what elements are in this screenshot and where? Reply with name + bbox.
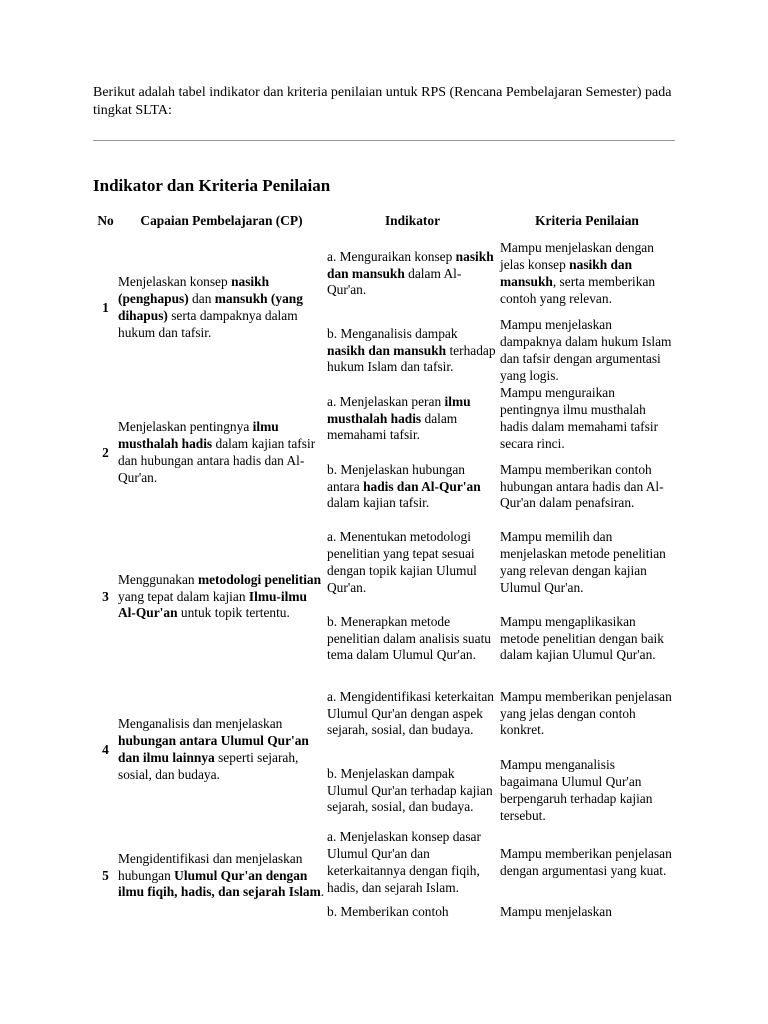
text-run: dalam kajian tafsir dan hubungan antara hadis dan Al-Qur'an. [118, 436, 316, 485]
indikator-cell [326, 317, 499, 385]
kriteria-cell [499, 385, 675, 453]
bold-text: nasikh dan mansukh [327, 248, 494, 281]
row-number: 3 [102, 588, 109, 604]
cp-cell [117, 231, 326, 385]
table-body [94, 231, 675, 925]
bold-text: ilmu musthalah hadis [327, 393, 471, 426]
text-run: b. Menjelaskan dampak Ulumul Qur'an terhadap kajian sejarah, sosial, dan budaya. [327, 765, 493, 815]
text-run: Mengidentifikasi dan menjelaskan hubungan [118, 850, 303, 883]
table-header-row [94, 211, 675, 231]
text-run: b. Menganalisis dampak [327, 325, 458, 341]
text-run: b. Menjelaskan hubungan antara [327, 461, 465, 494]
kriteria-cell [499, 231, 675, 317]
text-run: Menjelaskan pentingnya [118, 419, 253, 435]
kriteria-cell [499, 899, 675, 925]
bold-text: ilmu musthalah hadis [118, 419, 279, 452]
text-run: . [320, 884, 325, 900]
text-run: yang tepat dalam kajian [118, 588, 249, 604]
kriteria-cell [499, 317, 675, 385]
row-number: 5 [102, 867, 109, 883]
bold-text: hadis dan Al-Qur'an [363, 478, 481, 494]
bold-text: hubungan antara Ulumul Qur'an dan ilmu lainnya [118, 733, 309, 765]
text-run: terhadap hukum Islam dan tafsir. [327, 342, 496, 375]
cp-cell [117, 385, 326, 521]
indikator-cell [326, 605, 499, 673]
kriteria-cell [499, 605, 675, 673]
horizontal-rule [93, 140, 675, 141]
bold-text: metodologi penelitian [197, 571, 322, 587]
kriteria-cell [499, 827, 675, 899]
text-run: Mampu memberikan contoh hubungan antara hadis dan Al-Qur'an dalam penafsiran. [500, 461, 664, 511]
text-run: dalam memahami tafsir. [327, 410, 458, 443]
text-run: a. Mengidentifikasi keterkaitan Ulumul Qur'an dengan aspek sejarah, sosial, dan budaya. [327, 688, 494, 738]
table-row [94, 385, 675, 453]
bold-text: Ulumul Qur'an dengan ilmu fiqih, hadis, dan sejarah Islam [118, 867, 321, 900]
text-run: a. Menguraikan konsep [327, 248, 456, 264]
indikator-cell [326, 521, 499, 605]
bold-text: Ilmu-ilmu Al-Qur'an [118, 588, 307, 621]
bold-text: nasikh dan mansukh [500, 257, 633, 289]
header-kriteria: Kriteria Penilaian [535, 212, 639, 228]
text-run: serta dampaknya dalam hukum dan tafsir. [118, 308, 298, 340]
table-row [94, 231, 675, 317]
bold-text: mansukh (yang dihapus) [118, 291, 303, 323]
bold-text: nasikh (penghapus) [118, 274, 270, 307]
kriteria-cell [499, 453, 675, 521]
indikator-cell [326, 385, 499, 453]
text-run: Menjelaskan konsep [118, 274, 232, 290]
text-run: b. Menerapkan metode penelitian dalam analisis suatu tema dalam Ulumul Qur'an. [327, 613, 491, 663]
text-run: Menganalisis dan menjelaskan [118, 716, 283, 732]
text-run: dalam kajian tafsir. [327, 495, 430, 511]
text-run: , serta memberikan contoh yang relevan. [500, 274, 656, 306]
indikator-cell [326, 673, 499, 755]
text-run: Mampu menjelaskan dengan jelas konsep [500, 240, 654, 273]
cp-cell [117, 521, 326, 673]
table-row [94, 673, 675, 755]
text-run: b. Memberikan contoh [327, 903, 449, 919]
text-run: a. Menjelaskan peran [327, 393, 445, 409]
intro-paragraph: Berikut adalah tabel indikator dan kriteria penilaian untuk RPS (Rencana Pembelajaran Semester) pada tingkat SLTA: [93, 85, 672, 118]
text-run: Menggunakan [118, 571, 198, 587]
text-run: a. Menentukan metodologi penelitian yang tepat sesuai dengan topik kajian Ulumul Qur'an. [327, 529, 477, 595]
text-run: Mampu memberikan penjelasan yang jelas dengan contoh konkret. [500, 688, 672, 738]
kriteria-cell [499, 673, 675, 755]
indikator-cell [326, 453, 499, 521]
indikator-cell [326, 899, 499, 925]
text-run: Mampu mengaplikasikan metode penelitian dengan baik dalam kajian Ulumul Qur'an. [500, 613, 664, 663]
row-number: 1 [102, 299, 109, 315]
indikator-cell [326, 755, 499, 827]
text-run: Mampu menganalisis bagaimana Ulumul Qur'an berpengaruh terhadap kajian tersebut. [500, 757, 653, 823]
header-indikator: Indikator [384, 212, 441, 228]
text-run: Mampu menjelaskan dampaknya dalam hukum Islam dan tafsir dengan argumentasi yang logis. [500, 317, 672, 383]
header-no: No [97, 212, 114, 228]
indikator-cell [326, 231, 499, 317]
kriteria-cell [499, 755, 675, 827]
section-heading: Indikator dan Kriteria Penilaian [93, 176, 331, 195]
text-run: a. Menjelaskan konsep dasar Ulumul Qur'an dan keterkaitannya dengan fiqih, hadis, dan sejarah Islam. [327, 829, 481, 895]
text-run: Mampu menjelaskan [500, 903, 612, 919]
row-number: 2 [102, 444, 109, 460]
document-page [93, 84, 675, 925]
table-row [94, 521, 675, 605]
text-run: Mampu memberikan penjelasan dengan argumentasi yang kuat. [500, 846, 672, 878]
cp-cell [117, 673, 326, 827]
table-row [94, 827, 675, 899]
text-run: Mampu menguraikan pentingnya ilmu musthalah hadis dalam memahami tafsir secara rinci. [500, 385, 659, 451]
text-run: dalam Al-Qur'an. [327, 265, 462, 298]
kriteria-cell [499, 521, 675, 605]
bold-text: nasikh dan mansukh [327, 342, 447, 358]
text-run: untuk topik tertentu. [177, 605, 290, 621]
row-number: 4 [102, 741, 109, 757]
text-run: dan [188, 291, 215, 307]
header-cp: Capaian Pembelajaran (CP) [140, 212, 303, 228]
indikator-cell [326, 827, 499, 899]
text-run: seperti sejarah, sosial, dan budaya. [118, 750, 299, 782]
cp-cell [117, 827, 326, 925]
text-run: Mampu memilih dan menjelaskan metode penelitian yang relevan dengan kajian Ulumul Qur'an. [500, 529, 666, 595]
criteria-table [94, 211, 675, 925]
